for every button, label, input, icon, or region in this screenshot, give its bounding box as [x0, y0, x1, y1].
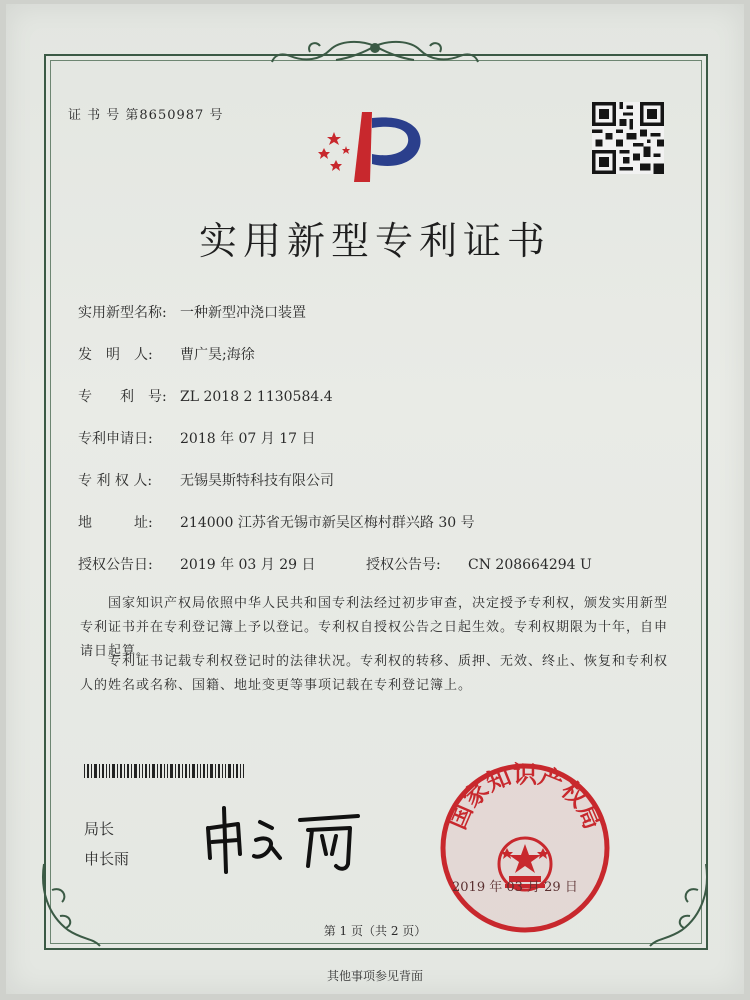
field-label: 发 明 人:: [78, 347, 153, 363]
patent-number-value: ZL 2018 2 1130584.4: [180, 389, 333, 405]
body-paragraph: 国家知识产权局依照中华人民共和国专利法经过初步审查，决定授予专利权，颁发实用新型专利证书并在专利登记簿上予以登记。专利权自授权公告之日起生效。专利权期限为十年，自申请日起算。: [80, 596, 669, 659]
field-label: 授权公告号:: [366, 557, 441, 573]
official-seal-icon: [437, 760, 613, 936]
grant-date-value: 2019 年 03 月 29 日: [180, 557, 316, 573]
patentee-value: 无锡昊斯特科技有限公司: [180, 473, 334, 489]
grant-number-value: CN 208664294 U: [468, 557, 592, 573]
certificate-number: 证 书 号 第8650987 号: [68, 108, 224, 123]
patent-office-emblem-icon: [316, 108, 434, 188]
inventor-row: [78, 344, 255, 364]
seal-text: 国家知识产权局: [443, 760, 607, 834]
field-label: 地 址:: [78, 515, 153, 531]
certificate-title: 实用新型专利证书: [198, 219, 551, 263]
utility-model-name-row: [78, 302, 306, 322]
filing-date-row: [78, 428, 316, 448]
inventor-value: 曹广昊;海徐: [180, 347, 255, 363]
field-label: 专 利 号:: [78, 389, 167, 405]
field-label: 实用新型名称:: [78, 305, 167, 321]
director-name: 申长雨: [84, 850, 130, 868]
field-label: 专利申请日:: [78, 431, 153, 447]
utility-model-name: 一种新型冲浇口装置: [180, 305, 306, 321]
address-value: 214000 江苏省无锡市新吴区梅村群兴路 30 号: [180, 515, 475, 531]
field-label: 授权公告日:: [78, 557, 153, 573]
field-label: 专 利 权 人:: [78, 473, 153, 489]
barcode-icon: [84, 764, 244, 778]
body-paragraph: 专利证书记载专利权登记时的法律状况。专利权的转移、质押、无效、终止、恢复和专利权人的姓名或名称、国籍、地址变更等事项记载在专利登记簿上。: [80, 654, 669, 693]
address-row: [78, 512, 475, 532]
signature-icon: [200, 800, 370, 875]
grant-date-row: [78, 554, 316, 574]
director-title: 局长: [84, 820, 115, 838]
footer-note: 其他事项参见背面: [326, 969, 423, 983]
qr-code-icon: [592, 102, 664, 174]
patentee-row: [78, 470, 334, 490]
seal-date: 2019 年 03 月 29 日: [452, 880, 578, 895]
grant-number-row: [366, 554, 592, 574]
certificate-number-value: 8650987: [139, 108, 205, 123]
patent-number-row: [78, 386, 333, 406]
top-ornament-icon: [270, 38, 480, 72]
filing-date-value: 2018 年 07 月 17 日: [180, 431, 316, 447]
page-number: 第 1 页（共 2 页）: [323, 924, 427, 938]
